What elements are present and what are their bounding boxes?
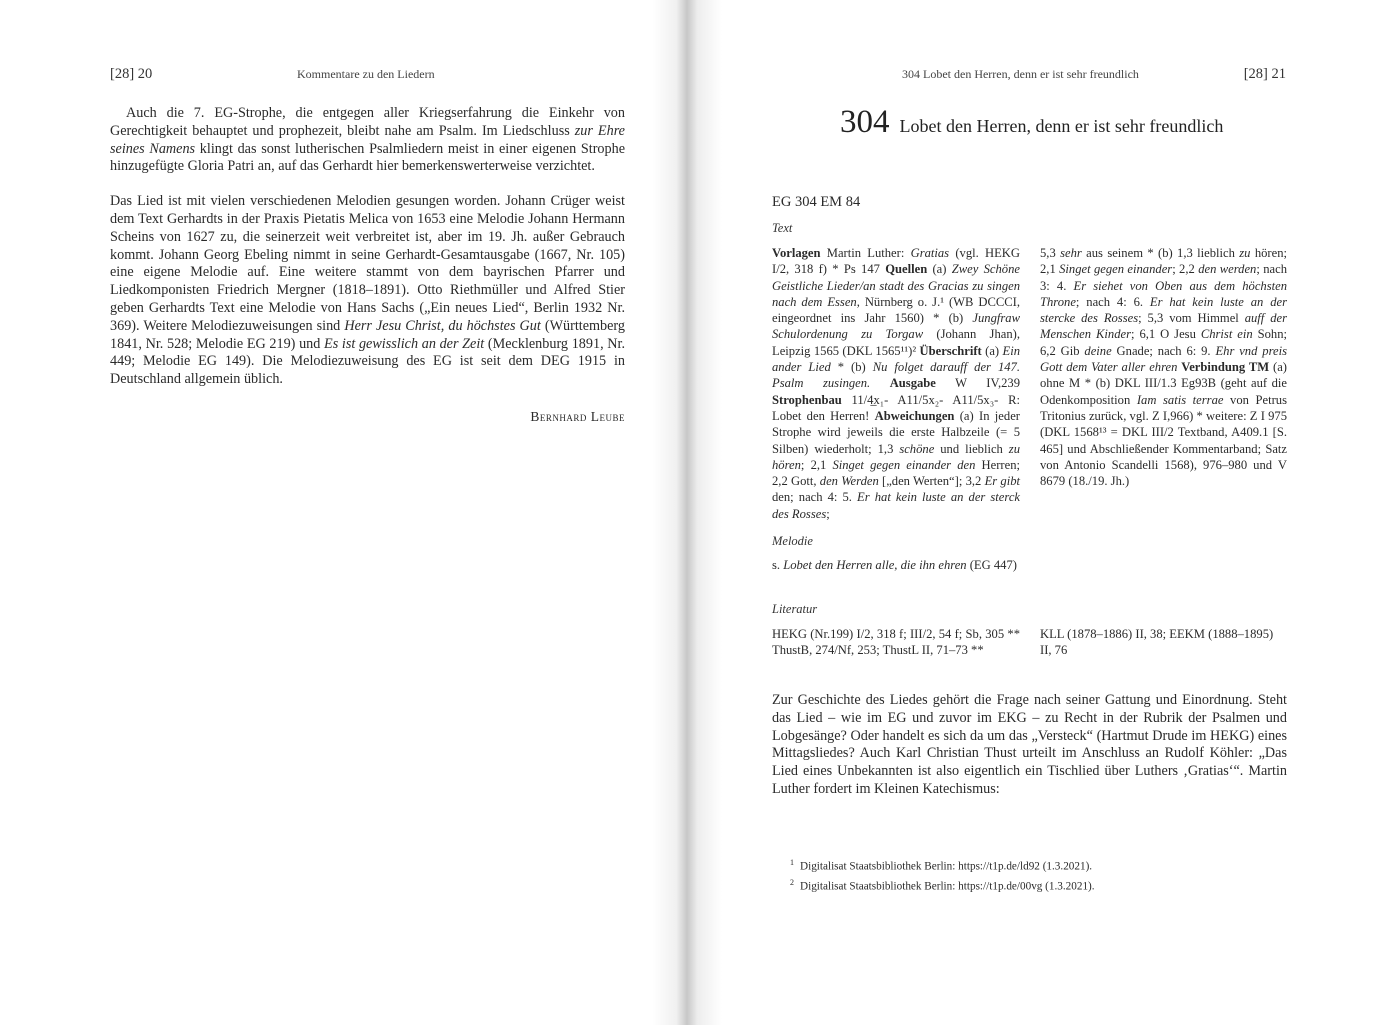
footnotes: [790, 855, 1290, 894]
commentary-paragraph: Zur Geschichte des Liedes gehört die Frage nach seiner Gattung und Einordnung. Steht das Lied – wie im EG und zuvor im EKG – zu Recht in der Rubrik der Psalmen und Lobgesänge? Oder handelt es sich da um das „Versteck“ (Hartmut Drude im HEKG) eines Mittagsliedes? Auch Karl Christian Thust urteilt im Anschluss an Rudolf Köhler: „Das Lied eines Unbekannten ist also eigentlich ein Tischlied über Luthers ‚Gratias‘“. Martin Luther fordert im Kleinen Katechismus:: [772, 692, 1287, 797]
footnote: $^2$ Digitalisat Staatsbibliothek Berlin: https://t1p.de/00vg (1.3.2021).: [790, 877, 1095, 893]
left-page: [0, 0, 683, 1025]
song-heading: [840, 104, 1223, 141]
page-number: [28] 20: [110, 66, 153, 82]
right-page: [683, 0, 1399, 1025]
literatur-column-2: KLL (1878–1886) II, 38; EEKM (1888–1895) II, 76: [1040, 627, 1274, 658]
literatur-column-1: HEKG (Nr.199) I/2, 318 f; III/2, 54 f; Sb, 305 ** ThustB, 274/Nf, 253; ThustL II, 71–73 **: [772, 627, 1020, 658]
section-label-text: Text: [772, 221, 793, 235]
melodie-text: s. Lobet den Herren alle, die ihn ehren (EG 447): [772, 558, 1017, 572]
footnote: $^1$ Digitalisat Staatsbibliothek Berlin: https://t1p.de/ld92 (1.3.2021).: [790, 858, 1093, 873]
body-text: [110, 105, 625, 389]
running-head: Kommentare zu den Liedern: [297, 67, 435, 81]
source-line: EG 304 EM 84: [772, 194, 861, 210]
song-number: 304: [840, 104, 890, 140]
section-label-melodie: Melodie: [772, 534, 813, 548]
text-column-2: 5,3 sehr aus seinem * (b) 1,3 lieblich zu hören; 2,1 Singet gegen einander; 2,2 den werden; nach 3: 4. Er siehet von Oben aus dem höchsten Throne; nach 4: 6. Er hat kein luste an der stercke des Rosses; 5,3 vom Himmel auff der Menschen Kinder; 6,1 O Jesu Christ ein Sohn; 6,2 Gib deine Gnade; nach 6: 9. Ehr vnd preis Gott dem Vater aller ehren Verbindung TM (a) ohne M * (b) DKL III/1.3 Eg93B (geht auf die Odenkomposition Iam satis terrae von Petrus Tritonius zurück, vgl. Z I,966) * weitere: Z I 975 (DKL 1568¹³ = DKL III/2 Textband, A409.1 [S. 465] und Abschließender Kommentarband; Satz von Antonio Scandelli 1568), 976–980 und V 8679 (18./19. Jh.): [1040, 246, 1288, 489]
section-label-literatur: Literatur: [772, 602, 818, 616]
book-gutter-shadow: [652, 0, 722, 1025]
page-number: [28] 21: [1243, 66, 1286, 82]
author-signature: Bernhard Leube: [530, 409, 625, 424]
paragraph: Auch die 7. EG-Strophe, die entgegen aller Kriegserfahrung die Einkehr von Gerechtigkeit behauptet und prophezeit, bleibt nahe am Psalm. Im Liedschluss zur Ehre seines Namens klingt das sonst lutherischen Psalmliedern meist in einer eigenen Strophe hinzugefügte Gloria Patri an, auf das Gerhardt hier bemerkenswerterweise verzichtet.: [110, 105, 626, 175]
song-title: Lobet den Herren, denn er ist sehr freundlich: [899, 116, 1224, 136]
running-head: 304 Lobet den Herren, denn er ist sehr freundlich: [902, 67, 1139, 81]
paragraph: Das Lied ist mit vielen verschiedenen Melodien gesungen worden. Johann Crüger weist dem Text Gerhardts in der Praxis Pietatis Melica von 1653 eine Melodie Johann Hermann Scheins von 1627 zu, die seinerzeit weit verbreitet ist, aber im 19. Jh. außer Gebrauch kommt. Johann Georg Ebeling nimmt in seine Gerhardt-Gesamtausgabe (1667, Nr. 105) eine eigene Melodie auf. Eine weitere stammt von dem bayrischen Pfarrer und Liedkomponisten Friedrich Mergner (1818–1891). Otto Riethmüller und Alfred Stier geben Gerhardts Text eine Melodie von Hans Sachs („Ein neues Lied“, Berlin 1932 Nr. 369). Weitere Melodiezuweisungen sind Herr Jesu Christ, du höchstes Gut (Württemberg 1841, Nr. 528; Melodie EG 219) und Es ist gewisslich an der Zeit (Mecklenburg 1891, Nr. 449; Melodie EG 149). Die Melodiezuweisung des EG ist seit dem DEG 1915 in Deutschland allgemein üblich.: [110, 193, 626, 388]
text-column-1: Vorlagen Martin Luther: Gratias (vgl. HEKG I/2, 318 f) * Ps 147 Quellen (a) Zwey Schöne Geistliche Lieder/an stadt des Gracias zu singen nach dem Essen, Nürnberg o. J.¹ (WB DCCCI, eingeordnet ins Jahr 1560) * (b) Jungfraw Schulordenung zu Torgaw (Johann Jhan), Leipzig 1565 (DKL 1565¹¹)² Überschrift (a) Ein ander Lied * (b) Nu folget darauff der 147. Psalm zusingen. Ausgabe W IV,239 Strophenbau 11/4̲x₁- A11/5x₂- A11/5x₃- R: Lobet den Herren! Abweichungen (a) In jeder Strophe wird jeweils die erste Halbzeile (= 5 Silben) wiederholt; 1,3 schöne und lieblich zu hören; 2,1 Singet gegen einander den Herren; 2,2 Gott, den Werden [„den Werten“]; 3,2 Er gibt den; nach 4: 5. Er hat kein luste an der sterck des Rosses;: [772, 246, 1021, 521]
